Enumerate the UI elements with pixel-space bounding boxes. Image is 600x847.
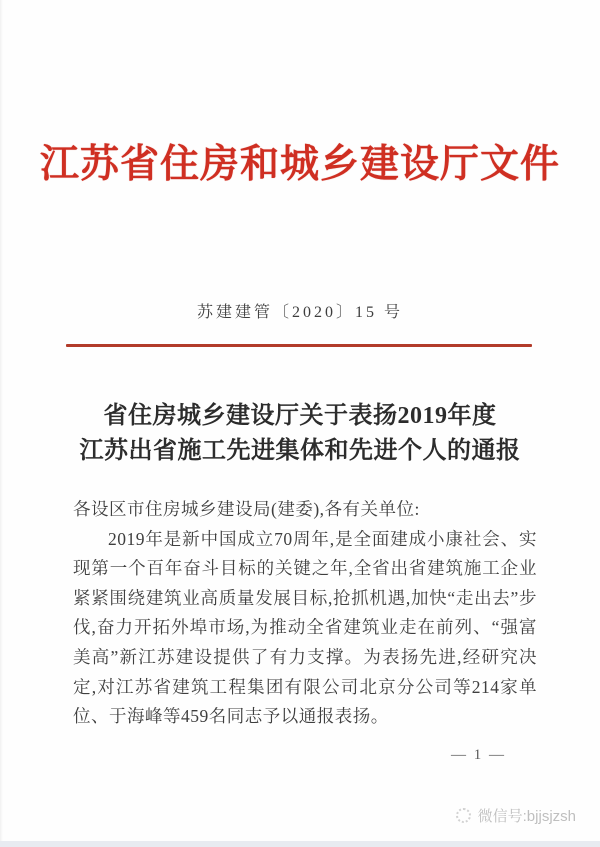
document-title-line2: 江苏出省施工先进集体和先进个人的通报: [79, 438, 521, 464]
document-number: 苏建建管〔2020〕15 号: [196, 304, 403, 321]
wechat-watermark: [456, 805, 576, 826]
document-body: [73, 495, 537, 732]
wechat-id-label: 微信号:bjjsjzsh: [477, 808, 576, 825]
wechat-icon: [456, 808, 471, 823]
scan-bottom-strip: [0, 841, 600, 847]
page-number: — 1 —: [451, 747, 506, 763]
body-paragraph: 2019年是新中国成立70周年,是全面建成小康社会、实现第一个百年奋斗目标的关键之年,全省出省建筑施工企业紧紧围绕建筑业高质量发展目标,抢抓机遇,加快“走出去”步伐,奋力开拓外埠市场,为推动全省建筑业走在前列、“强富美高”新江苏建设提供了有力支撑。为表扬先进,经研究决定,对江苏省建筑工程集团有限公司北京分公司等214家单位、于海峰等459名同志予以通报表扬。: [73, 528, 537, 727]
document-title-line1: 省住房城乡建设厅关于表扬2019年度: [103, 403, 497, 429]
letterhead-divider-rule: [66, 344, 532, 347]
document-title: [0, 399, 600, 469]
agency-letterhead-title: 江苏省住房和城乡建设厅文件: [39, 143, 560, 186]
salutation-line: 各设区市住房城乡建设局(建委),各有关单位:: [73, 499, 420, 519]
